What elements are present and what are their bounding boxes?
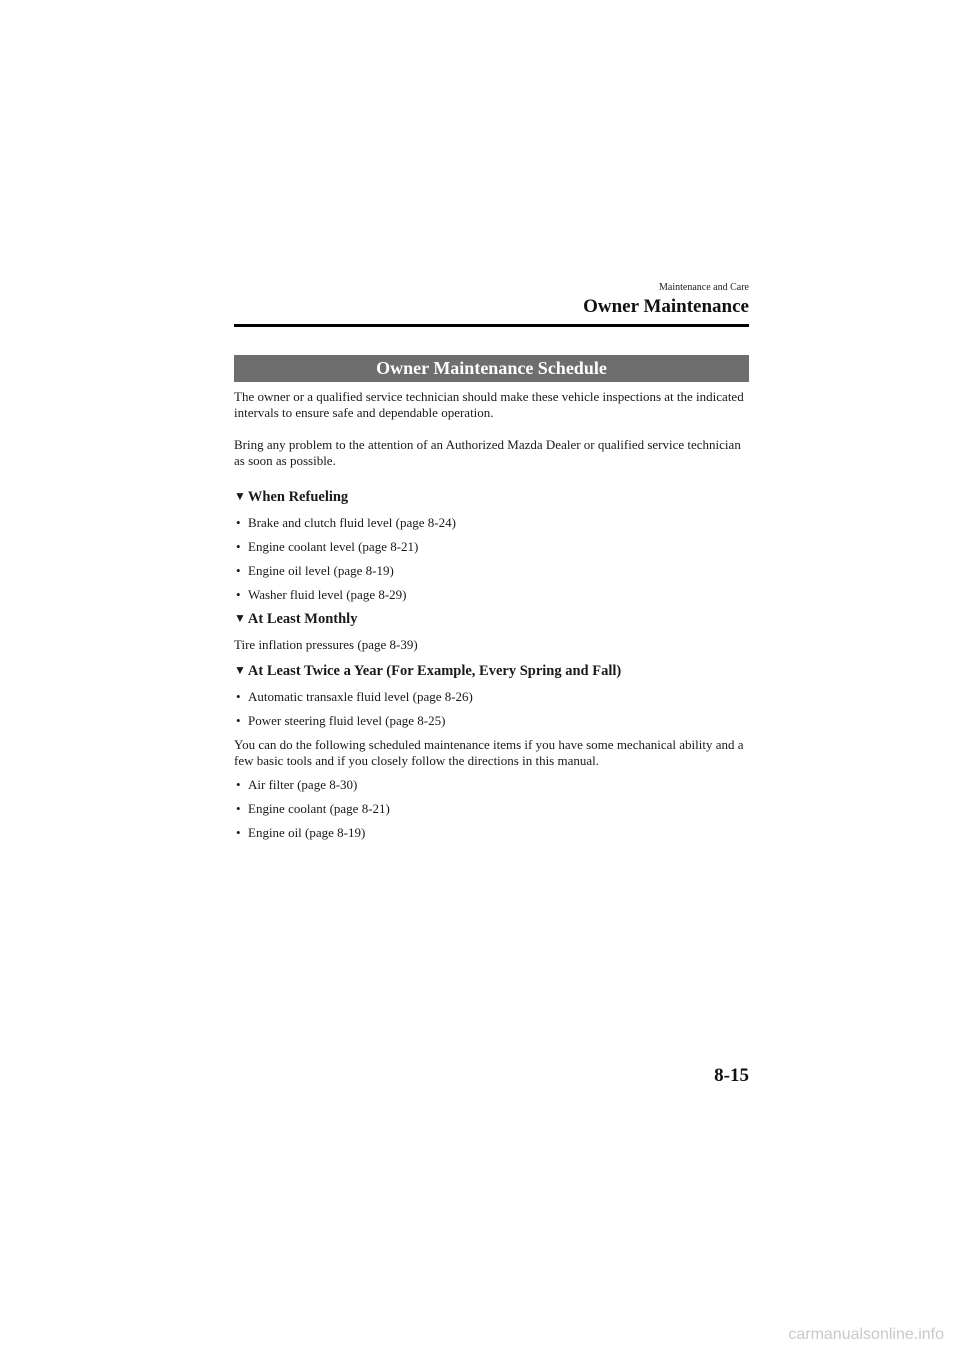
list-item <box>234 539 749 555</box>
page-title: Owner Maintenance Schedule <box>234 355 749 382</box>
list-item <box>234 777 749 793</box>
bullet-icon: • <box>236 825 241 840</box>
subheading-monthly <box>234 611 749 627</box>
list-item-text: Power steering fluid level (page 8-25) <box>248 713 446 728</box>
bullet-icon: • <box>236 777 241 792</box>
bullet-icon: • <box>236 713 241 728</box>
subheading-label: At Least Monthly <box>247 611 358 627</box>
list-item-text: Engine oil level (page 8-19) <box>248 563 394 578</box>
list-item-text: Engine coolant level (page 8-21) <box>248 539 419 554</box>
list-item <box>234 515 749 531</box>
bullet-icon: • <box>236 515 241 530</box>
section-label: Maintenance and Care <box>659 282 749 293</box>
bullet-icon: • <box>236 801 241 816</box>
list-item <box>234 563 749 579</box>
subheading-label: At Least Twice a Year (For Example, Every Spring and Fall) <box>247 663 622 679</box>
main-content <box>234 389 749 849</box>
list-item-text: Washer fluid level (page 8-29) <box>248 587 407 602</box>
intro-paragraph: Bring any problem to the attention of an Authorized Mazda Dealer or qualified service technician as soon as possible. <box>234 437 741 468</box>
chapter-title: Owner Maintenance <box>583 296 749 317</box>
bullet-icon: • <box>236 689 241 704</box>
diy-note: You can do the following scheduled maintenance items if you have some mechanical ability and a few basic tools and if you closely follow the directions in this manual. <box>234 737 744 768</box>
monthly-text: Tire inflation pressures (page 8-39) <box>234 637 418 652</box>
subheading-refueling <box>234 489 749 505</box>
bullet-icon: • <box>236 563 241 578</box>
bullet-icon: • <box>236 587 241 602</box>
triangle-icon: ▼ <box>234 663 246 677</box>
header-divider <box>234 324 749 327</box>
intro-paragraph: The owner or a qualified service technician should make these vehicle inspections at the indicated intervals to ensure safe and dependable operation. <box>234 389 744 420</box>
list-item <box>234 713 749 729</box>
list-item-text: Automatic transaxle fluid level (page 8-26) <box>248 689 473 704</box>
refueling-list <box>234 515 749 603</box>
list-item <box>234 801 749 817</box>
page-number: 8-15 <box>714 1065 749 1086</box>
list-item-text: Engine coolant (page 8-21) <box>248 801 390 816</box>
list-item <box>234 825 749 841</box>
subheading-label: When Refueling <box>247 489 349 505</box>
list-item-text: Engine oil (page 8-19) <box>248 825 366 840</box>
bullet-icon: • <box>236 539 241 554</box>
list-item-text: Brake and clutch fluid level (page 8-24) <box>248 515 456 530</box>
list-item <box>234 587 749 603</box>
diy-list <box>234 777 749 841</box>
list-item <box>234 689 749 705</box>
subheading-twice-year <box>234 663 749 679</box>
list-item-text: Air filter (page 8-30) <box>248 777 358 792</box>
triangle-icon: ▼ <box>234 611 246 625</box>
watermark: carmanualsonline.info <box>788 1326 944 1343</box>
triangle-icon: ▼ <box>234 489 246 503</box>
twice-year-list <box>234 689 749 729</box>
